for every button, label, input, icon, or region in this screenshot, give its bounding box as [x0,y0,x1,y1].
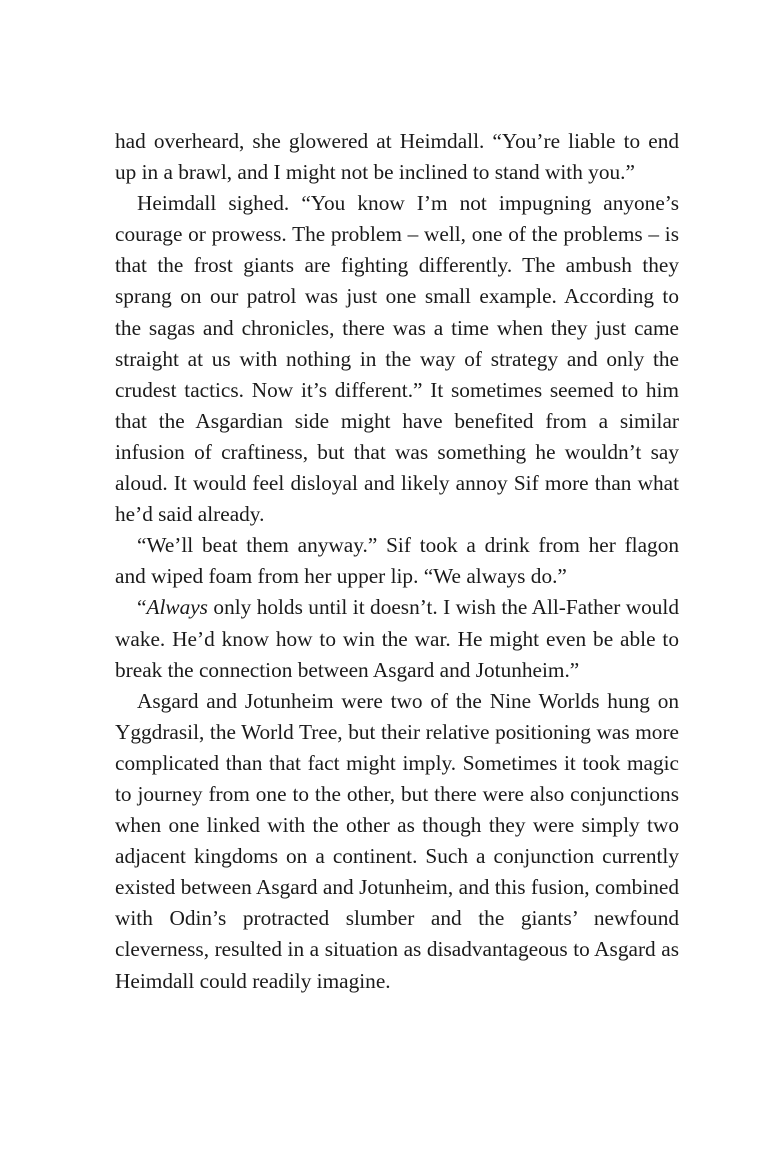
body-text [115,126,679,997]
paragraph-4-open-quote: “ [137,595,147,620]
paragraph-4 [115,592,679,685]
paragraph-1: had overheard, she glowered at Heimdall. “You’re liable to end up in a brawl, and I might not be inclined to stand with you.” [115,129,679,185]
paragraph-3: “We’ll beat them anyway.” Sif took a drink from her flagon and wiped foam from her upper lip. “We always do.” [115,533,679,589]
paragraph-4-emphasis: Always [146,595,208,620]
paragraph-4-rest: only holds until it doesn’t. I wish the All-Father would wake. He’d know how to win the war. He might even be able to break the connection between Asgard and Jotunheim.” [115,595,679,682]
paragraph-5: Asgard and Jotunheim were two of the Nine Worlds hung on Yggdrasil, the World Tree, but their relative positioning was more complicated than that fact might imply. Sometimes it took magic to journey from one to the other, but there were also conjunctions when one linked with the other as though they were simply two adjacent kingdoms on a continent. Such a conjunction currently existed between Asgard and Jotunheim, and this fusion, combined with Odin’s protracted slumber and the giants’ newfound cleverness, resulted in a situation as disadvantageous to Asgard as Heimdall could readily imagine. [115,688,679,993]
paragraph-2: Heimdall sighed. “You know I’m not impugning anyone’s courage or prowess. The problem – well, one of the problems – is that the frost giants are fighting differently. The ambush they sprang on our patrol was just one small example. According to the sagas and chronicles, there was a time when they just came straight at us with nothing in the way of strategy and only the crudest tactics. Now it’s different.” It sometimes seemed to him that the Asgardian side might have benefited from a similar infusion of craftiness, but that was something he wouldn’t say aloud. It would feel disloyal and likely annoy Sif more than what he’d said already. [115,191,679,527]
